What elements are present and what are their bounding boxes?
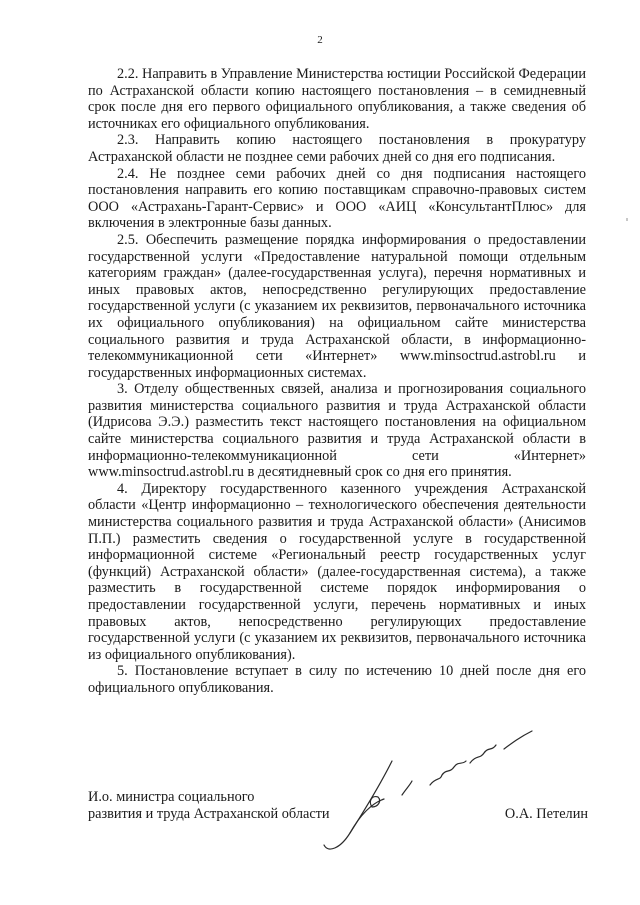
signature-block	[88, 789, 588, 823]
page-number: 2	[317, 34, 323, 46]
paragraph-2-2: 2.2. Направить в Управление Министерства юстиции Российской Федерации по Астраханской области копию настоящего постановления – в семидневный срок после дня его первого официального опубликования, а также сведения об источниках его официального опубликования.	[88, 66, 586, 132]
signer-position-line2: развития и труда Астраханской области	[88, 806, 330, 822]
paragraph-2-5: 2.5. Обеспечить размещение порядка информирования о предоставлении государственной услуги «Предоставление натуральной помощи отдельным категориям граждан» (далее-государственная услуга), перечня нормативных и иных правовых актов, непосредственно регулирующих предоставление государственной услуги (с указанием их реквизитов, первоначального источника их официального опубликования) на официальном сайте министерства социального развития и труда Астраханской области, в информационно-телекоммуникационной сети «Интернет» www.minsoctrud.astrobl.ru и государственных информационных системах.	[88, 231, 586, 381]
paragraph-5: 5. Постановление вступает в силу по истечению 10 дней после дня его официального опубликования.	[88, 663, 586, 696]
document-body	[88, 66, 586, 697]
scan-speck	[626, 218, 628, 221]
signer-position-line1: И.о. министра социального	[88, 789, 255, 805]
paragraph-2-4: 2.4. Не позднее семи рабочих дней со дня подписания настоящего постановления направить его копию поставщикам справочно-правовых систем ООО «Астрахань-Гарант-Сервис» и ООО «АИЦ «КонсультантПлюс» для включения в электронные базы данных.	[88, 165, 586, 232]
paragraph-3: 3. Отделу общественных связей, анализа и прогнозирования социального развития министерства социального развития и труда Астраханской области (Идрисова Э.Э.) разместить текст настоящего постановления на официальном сайте министерства социального развития и труда Астраханской области в информационно-телекоммуникационной сети «Интернет» www.minsoctrud.astrobl.ru в десятидневный срок со дня его принятия.	[88, 381, 586, 481]
paragraph-4: 4. Директору государственного казенного учреждения Астраханской области «Центр информационно – технологического обеспечения деятельности министерства социального развития и труда Астраханской области» (Анисимов П.П.) разместить сведения о государственной услуге в государственной информационной системе «Региональный реестр государственных услуг (функций) Астраханской области» (далее-государственная система), а также разместить в государственной системе порядок информирования о предоставлении государственной услуги, перечень нормативных и иных правовых актов, непосредственно регулирующих предоставление государственной услуги (с указанием их реквизитов, первоначального источника из официального опубликования).	[88, 480, 586, 663]
paragraph-2-3: 2.3. Направить копию настоящего постановления в прокуратуру Астраханской области не позднее семи рабочих дней со дня его подписания.	[88, 132, 586, 165]
signer-name: О.А. Петелин	[504, 806, 588, 822]
